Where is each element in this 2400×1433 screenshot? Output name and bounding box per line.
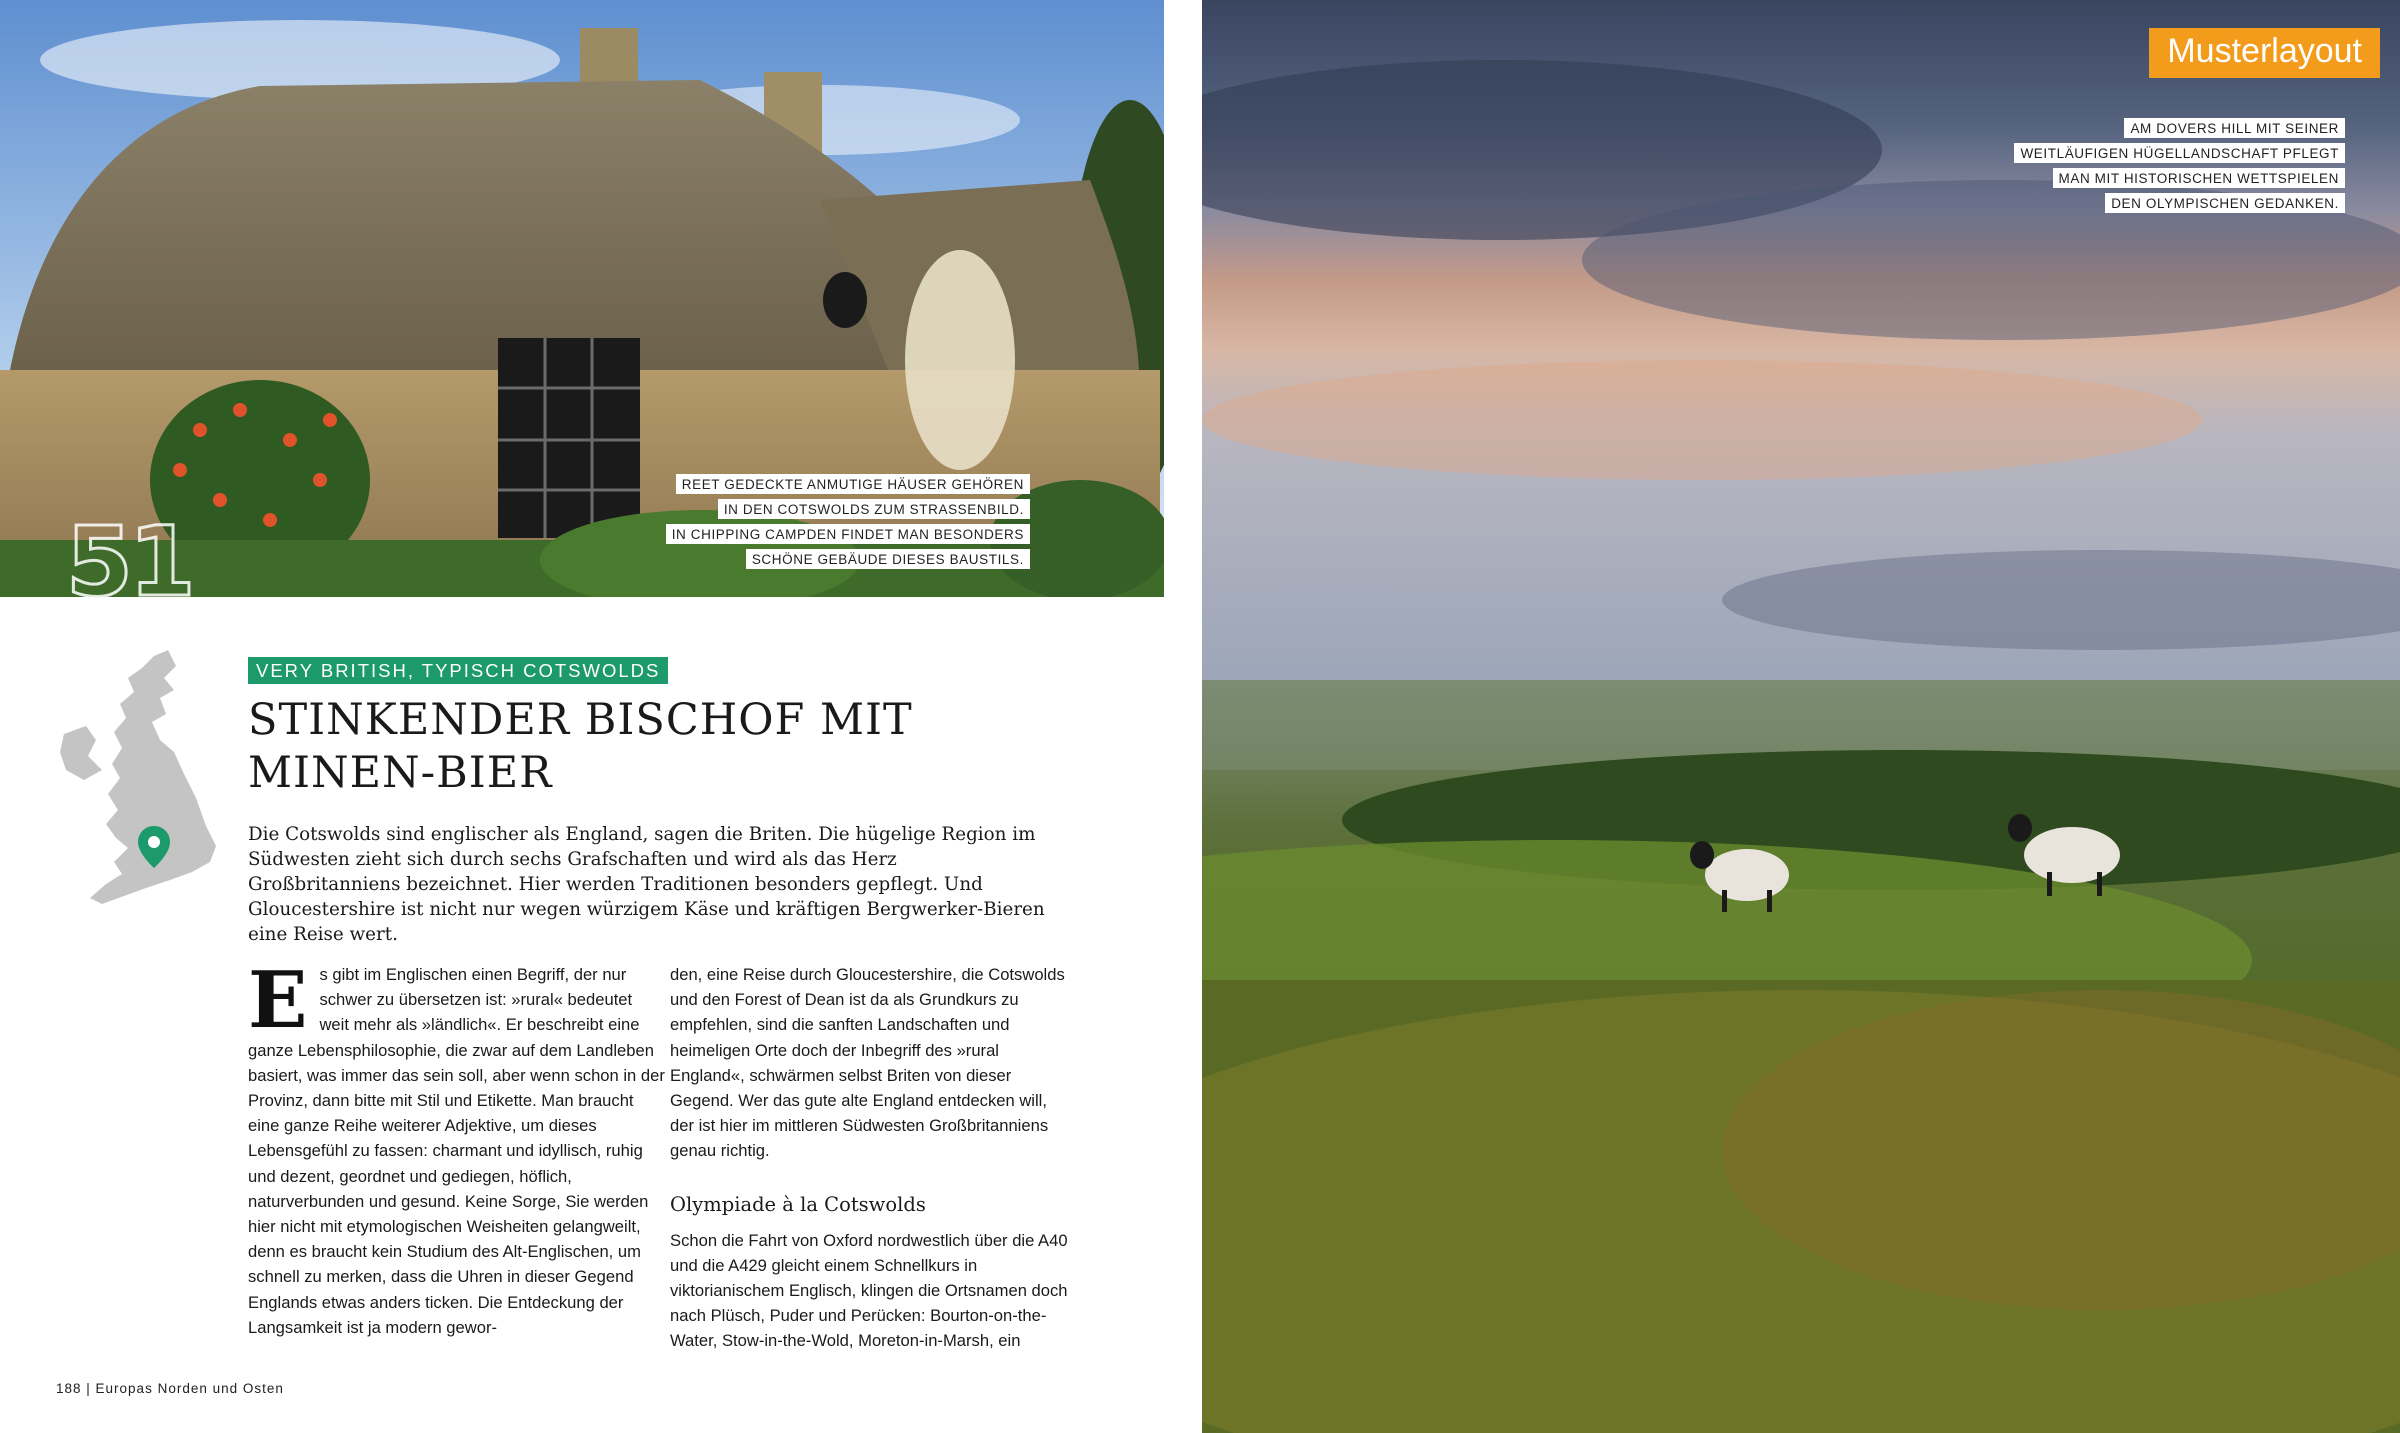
caption-line: WEITLÄUFIGEN HÜGELLANDSCHAFT PFLEGT [2014, 143, 2345, 163]
caption-line: REET GEDECKTE ANMUTIGE HÄUSER GEHÖREN [676, 474, 1030, 494]
sample-layout-badge: Musterlayout [2149, 28, 2380, 78]
cottage-photo [0, 0, 1164, 597]
subheading: Olympiade à la Cotswolds [670, 1192, 926, 1216]
body-text: Schon die Fahrt von Oxford nordwestlich über die A40 und die A429 gleicht einem Schnellkurs in viktorianischem Englisch, klingen die Ortsnamen doch nach Plüsch, Puder und Perücken: Bourton-on-the-Water, Stow-in-the-Wold, Moreton-in-Marsh, ein [670, 1230, 1068, 1351]
category-tag: VERY BRITISH, TYPISCH COTSWOLDS [248, 657, 668, 684]
photo-caption-left [666, 474, 1030, 569]
lead-paragraph: Die Cotswolds sind englischer als England, sagen die Briten. Die hügelige Region im Südwesten zieht sich durch sechs Grafschaften und wird als das Herz Großbritanniens bezeichnet. Hier werden Traditionen besonders gepflegt. Und Gloucestershire ist nicht nur wegen würzigem Käse und kräftigen Bergwerker-Bieren eine Reise wert. [248, 824, 1045, 945]
dropcap: E [248, 955, 308, 1046]
photo-number: 51 [66, 506, 192, 597]
landscape-illustration [1202, 0, 2400, 1433]
page-folio: 188 | Europas Norden und Osten [56, 1381, 284, 1396]
body-text: den, eine Reise durch Gloucestershire, die Cotswolds und den Forest of Dean ist da als Grundkurs zu empfehlen, sind die sanften Landschaften und heimeligen Orte doch der Inbegriff des »rural England«, schwärmen selbst Briten von dieser Gegend. Wer das gute alte England entdecken will, der ist hier im mittleren Südwesten Großbritanniens genau richtig. [670, 965, 1065, 1161]
body-text: s gibt im Englischen einen Begriff, der nur schwer zu übersetzen ist: »rural« bedeutet weit mehr als »ländlich«. Er beschreibt eine ganze Lebensphilosophie, die zwar auf dem Landleben basiert, was immer das sein soll, aber wenn schon in der Provinz, dann bitte mit Stil und Etikette. Man braucht eine ganze Reihe weiterer Adjektive, um dieses Lebensgefühl zu fassen: charmant und idyllisch, ruhig und dezent, geordnet und gediegen, höflich, naturverbunden und gesund. Keine Sorge, Sie werden hier nicht mit etymologischen Weisheiten gelangweilt, denn es braucht kein Studium des Alt-Englischen, um schnell zu merken, dass die Uhren in dieser Gegend Englands etwas anders ticken. Die Entdeckung der Langsamkeit ist ja modern gewor- [248, 965, 665, 1337]
caption-line: IN DEN COTSWOLDS ZUM STRASSENBILD. [718, 499, 1030, 519]
body-column-2 [670, 962, 1074, 1354]
caption-line: MAN MIT HISTORISCHEN WETTSPIELEN [2053, 168, 2345, 188]
body-column-1 [248, 955, 666, 1340]
caption-line: IN CHIPPING CAMPDEN FINDET MAN BESONDERS [666, 524, 1030, 544]
headline: STINKENDER BISCHOF MIT MINEN-BIER [248, 695, 913, 798]
caption-line: AM DOVERS HILL MIT SEINER [2124, 118, 2345, 138]
caption-line: DEN OLYMPISCHEN GEDANKEN. [2105, 193, 2345, 213]
caption-line: SCHÖNE GEBÄUDE DIESES BAUSTILS. [746, 549, 1030, 569]
landscape-photo [1202, 0, 2400, 1433]
uk-map-icon [56, 648, 226, 914]
photo-caption-right [2014, 118, 2345, 213]
